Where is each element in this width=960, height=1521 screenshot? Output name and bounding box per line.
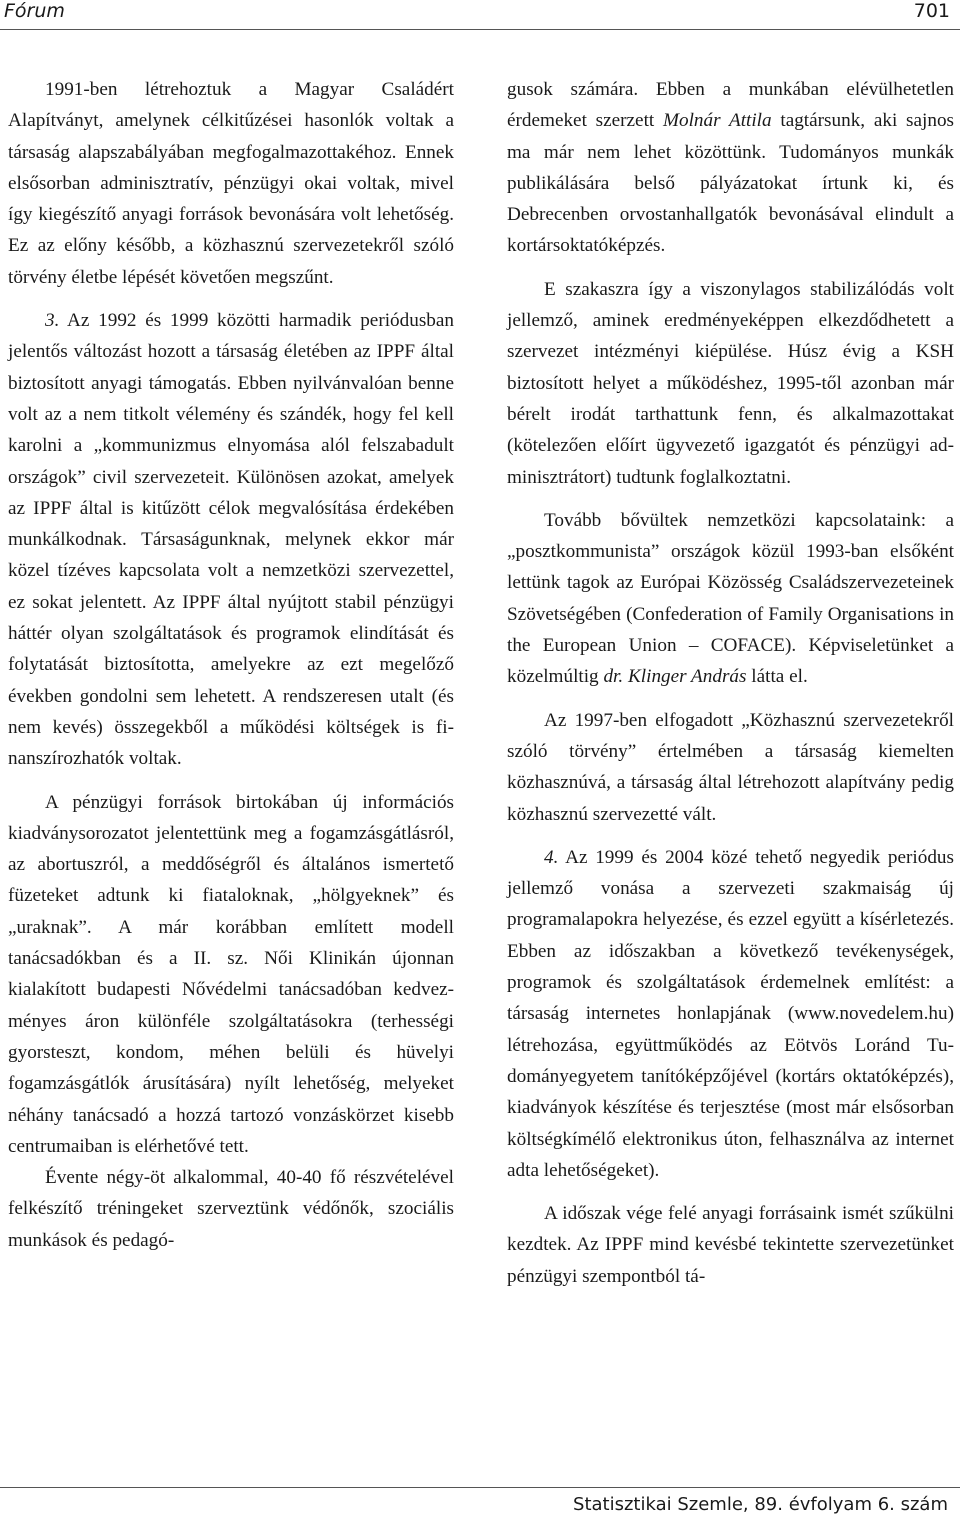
paragraph xyxy=(507,842,954,1186)
paragraph-text: Tovább bővültek nemzetközi kapcsolataink: a „posztkommunista” országok közül 1993-ban elsőként lettünk tagok az Európai Közösség Családszervezeteinek Szövetségében (Confederation of Family Organisations in the European Union – COFACE). Képviseletünket a közelmúltig xyxy=(507,509,954,688)
section-title: Fórum xyxy=(4,0,65,22)
paragraph: E szakaszra így a viszonylagos stabilizálódás volt jellemző, aminek eredményeképpen elkezdődhetett a szervezet intézményi kiépülése. Húsz évig a KSH biztosított helyet a működéshez, 1995-től azonban már bérelt irodát tarthattunk fenn, és alkalmazottakat (kötelezően előírt ügyvezető igazgatót és pénzügyi adminisztrátort) tudtunk foglalkoztatni. xyxy=(507,278,954,488)
paragraph xyxy=(8,305,454,774)
journal-footer: Statisztikai Szemle, 89. évfolyam 6. szám xyxy=(573,1494,948,1515)
paragraph: A időszak vége felé anyagi forrásaink ismét szűkülni kezdtek. Az IPPF mind kevésbé tekintette szervezetünket pénzügyi szempontból tá- xyxy=(507,1203,954,1287)
period-number: 4. xyxy=(544,846,559,868)
period-number: 3. xyxy=(45,310,60,332)
page-number: 701 xyxy=(913,0,950,22)
running-header xyxy=(0,0,960,28)
paragraph: A pénzügyi források birtokában új információs kiadványsorozatot jelentettünk meg a fogamzásgátlásról, az abortuszról, a meddőségről és általános ismertető füzeteket adtunk ki fiataloknak, „hölgyeknek” és „uraknak”. A már korábban említett modell tanácsadókban és a II. sz. Női Klinikán újonnan kialakított budapesti Nővédelmi tanácsadóban kedvezményes áron különféle szolgáltatásokra (terhességi gyorsteszt, kondom, méhen belüli és hüvelyi fogamzásgátlók árusítására) nyílt lehetőség, melyeket néhány tanácsadó a hozzá tartozó vonzáskörzet kisebb centrumaiban is elérhetővé tett. xyxy=(8,791,454,1157)
paragraph: Évente négy-öt alkalommal, 40-40 fő részvételével felkészítő tréningeket szerveztünk védőnők, szociális munkások és pedagó- xyxy=(8,1167,454,1251)
person-name: dr. Klinger András xyxy=(603,666,747,688)
header-divider xyxy=(0,29,960,30)
paragraph-text: látta el. xyxy=(746,666,808,688)
paragraph-text: Az 1999 és 2004 közé tehető negyedik periódus jellemző vonása a szervezeti szakmaiság új programalapokra helyezése, és ezzel együtt a kísérletezés. Ebben az időszakban a következő tevékenységek, programok és szolgáltatások érdemelnek említést: a társaság internetes honlapjának (www.novedelem.hu) létrehozása, együttműködés az Eötvös Loránd Tudományegyetem tanítóképzőjével (kortárs oktatóképzés), kiadványok készítése és terjesztése (most már elsősorban költségkímélő elektronikus úton, felhasználva az internet adta lehetőségeket). xyxy=(507,846,954,1181)
paragraph: 1991-ben létrehoztuk a Magyar Családért Alapítványt, amelynek célkitűzései hasonlók voltak a társaság alapszabályában megfogalmazottakéhoz. Ennek elsősorban adminisztratív, pénzügyi okai voltak, mivel így kiegészítő anyagi források bevonására volt lehetőség. Ez az előny később, a közhasznú szervezetekről szóló törvény életbe lépését követően megszűnt. xyxy=(8,79,454,288)
paragraph-text: Az 1992 és 1999 közötti harmadik periódusban jelentős változást hozott a társaság életében az IPPF által biztosított anyagi támogatás. Ebben nyilvánvalóan benne volt az a nem titkolt vélemény és szándék, hogy fel kell karolni a „kommunizmus elnyomása alól felszabadult országok” civil szervezeteit. Különösen azokat, amelyek az IPPF által is kitűzött célok megvalósítása érdekében munkálkodnak. Társaságunknak, melynek ekkor már közel tízéves kapcsolata volt a nemzetközi szervezettel, ez sokat jelentett. Az IPPF által nyújtott stabil pénzügyi háttér olyan szolgáltatások és programok elindítását és folytatását biztosította, amelyekre az ezt megelőző években gondolni sem lehetett. A rendszeresen utalt (és nem kevés) összegekből a működési költségek is finanszírozhatók voltak. xyxy=(8,310,454,770)
paragraph: Az 1997-ben elfogadott „Közhasznú szervezetekről szóló törvény” értelmében a társaság kiemelten közhasznúvá, a társaság által létrehozott alapítvány pedig közhasznú szervezetté vált. xyxy=(507,709,954,825)
paragraph-text: gusok számára. Ebben a munkában elévülhetetlen érdemeket szerzett xyxy=(507,79,954,132)
paragraph xyxy=(507,74,954,262)
paragraph-text: tagtársunk, aki sajnos ma már nem lehet közöttünk. Tudományos munkák publikálására belső pályázatokat írtunk ki, és Debrecenben orvostanhallgatók bevonásával elindult a kortársoktatóképzés. xyxy=(507,110,954,257)
left-column xyxy=(8,74,454,1256)
footer-divider xyxy=(0,1487,960,1488)
paragraph xyxy=(507,505,954,693)
right-column xyxy=(507,74,954,1292)
person-name: Molnár Attila xyxy=(663,110,772,132)
